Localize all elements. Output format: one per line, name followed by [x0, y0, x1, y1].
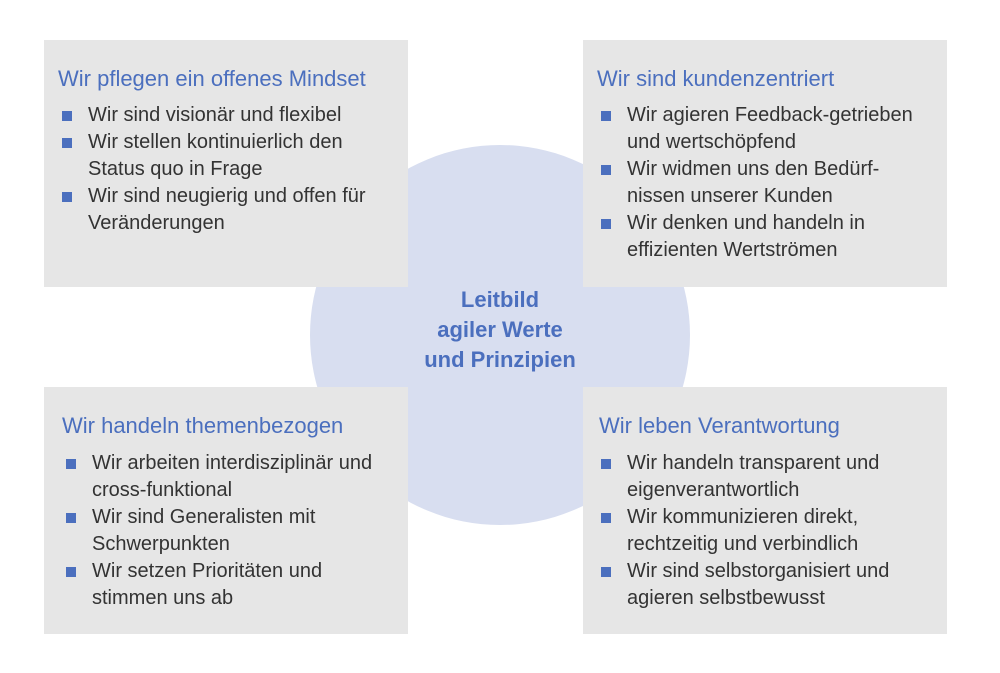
quadrant-top-left [44, 40, 408, 287]
list-item-text: Wir denken und handeln in effizienten Wertströmen [627, 212, 865, 261]
square-bullet-icon [601, 111, 611, 121]
list-item [62, 129, 396, 183]
list-item [601, 504, 935, 558]
quadrant-bottom-right [583, 387, 947, 634]
list-item-text: Wir handeln transparent und eigenverantwortlich [627, 452, 880, 501]
list-item-text: Wir sind selbstorganisiert und agieren selbstbewusst [627, 560, 890, 609]
list-item [601, 558, 935, 612]
center-title-line: agiler Werte [437, 317, 563, 342]
center-title-line: und Prinzipien [424, 347, 576, 372]
square-bullet-icon [62, 192, 72, 202]
quadrant-title: Wir leben Verantwortung [599, 413, 840, 438]
square-bullet-icon [601, 219, 611, 229]
square-bullet-icon [601, 165, 611, 175]
quadrant-title: Wir pflegen ein offenes Mindset [58, 66, 366, 91]
list-item [601, 102, 935, 156]
quadrant-bottom-left [44, 387, 408, 634]
list-item-text: Wir setzen Prioritäten und stimmen uns ab [92, 560, 323, 609]
list-item-text: Wir kommunizieren direkt, rechtzeitig und verbindlich [627, 506, 859, 555]
list-item [601, 156, 935, 210]
square-bullet-icon [601, 567, 611, 577]
list-item [66, 504, 396, 558]
square-bullet-icon [66, 513, 76, 523]
list-item [601, 210, 935, 264]
list-item [66, 558, 396, 612]
list-item-text: Wir sind Generalisten mit Schwerpunkten [92, 506, 316, 555]
list-item-text: Wir stellen kontinuierlich den Status quo in Frage [88, 131, 343, 180]
value-list [62, 102, 396, 237]
value-list [66, 450, 396, 612]
square-bullet-icon [601, 459, 611, 469]
center-title [380, 285, 620, 375]
list-item [601, 450, 935, 504]
square-bullet-icon [66, 459, 76, 469]
list-item-text: Wir sind neugierig und offen für Veränderungen [88, 185, 366, 234]
square-bullet-icon [62, 111, 72, 121]
square-bullet-icon [601, 513, 611, 523]
center-title-line: Leitbild [460, 287, 540, 312]
square-bullet-icon [62, 138, 72, 148]
list-item-text: Wir widmen uns den Bedürf-nissen unserer Kunden [627, 158, 880, 207]
list-item-text: Wir sind visionär und flexibel [88, 104, 342, 126]
square-bullet-icon [66, 567, 76, 577]
list-item [66, 450, 396, 504]
list-item-text: Wir arbeiten interdisziplinär und cross-funktional [92, 452, 373, 501]
list-item [62, 183, 396, 237]
quadrant-title: Wir handeln themenbezogen [62, 413, 344, 438]
value-list [601, 102, 935, 264]
quadrant-title: Wir sind kundenzentriert [597, 66, 835, 91]
value-list [601, 450, 935, 612]
quadrant-top-right [583, 40, 947, 287]
list-item [62, 102, 396, 129]
list-item-text: Wir agieren Feedback-getrieben und wertschöpfend [627, 104, 913, 153]
